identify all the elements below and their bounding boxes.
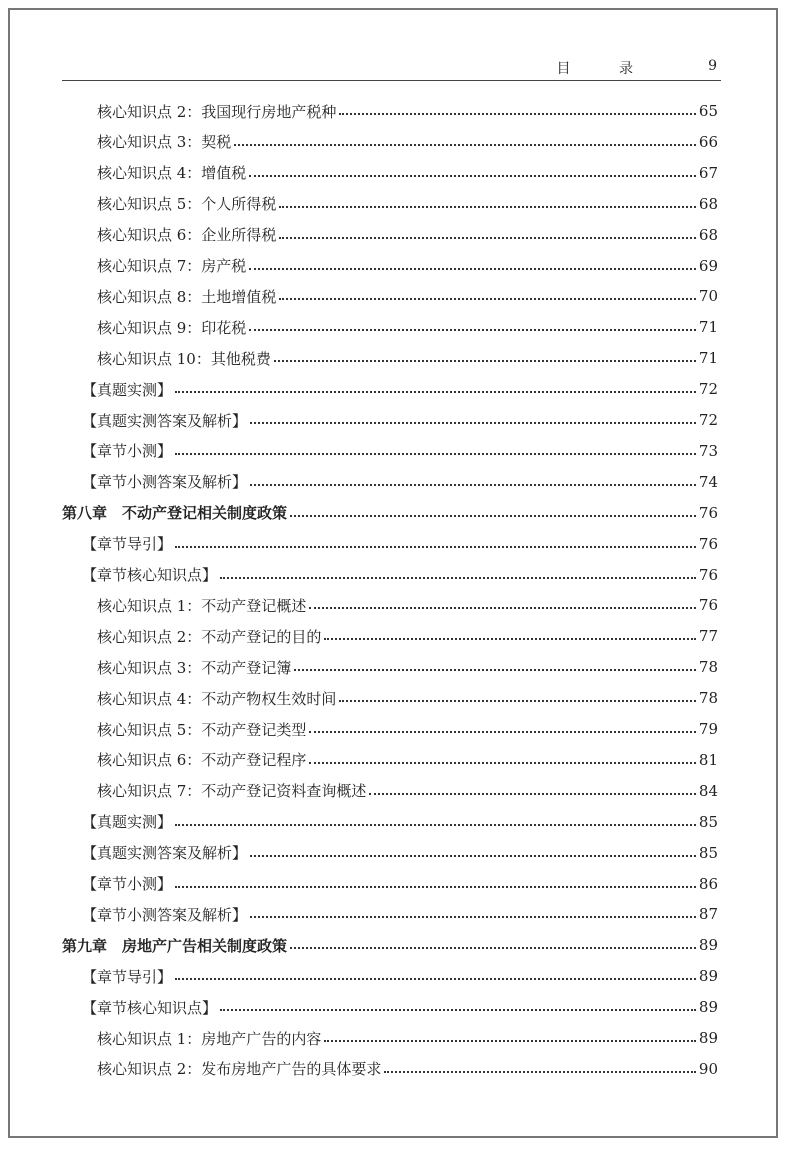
toc-entry[interactable] bbox=[82, 994, 718, 1020]
toc-entry-page: 76 bbox=[698, 565, 718, 584]
toc-entry[interactable] bbox=[97, 314, 718, 340]
toc-entry-label: 核心知识点 5：不动产登记类型 bbox=[97, 720, 307, 739]
toc-entry[interactable] bbox=[97, 654, 718, 680]
toc-entry-label: 【章节导引】 bbox=[82, 967, 173, 986]
toc-entry-page: 89 bbox=[698, 967, 718, 986]
toc-entry-label: 核心知识点 2：不动产登记的目的 bbox=[97, 627, 322, 646]
toc-entry-page: 70 bbox=[698, 287, 718, 306]
toc-entry-page: 89 bbox=[698, 936, 718, 955]
toc-entry-label: 核心知识点 10：其他税费 bbox=[97, 349, 271, 368]
dot-leader bbox=[250, 422, 696, 424]
toc-entry[interactable] bbox=[82, 438, 718, 464]
dot-leader bbox=[175, 453, 696, 455]
toc-entry-page: 78 bbox=[698, 658, 718, 677]
toc-entry-page: 85 bbox=[698, 812, 718, 831]
toc-entry-label: 【真题实测】 bbox=[82, 380, 173, 399]
dot-leader bbox=[294, 669, 696, 671]
toc-entry[interactable] bbox=[97, 283, 718, 309]
toc-entry-label: 【章节导引】 bbox=[82, 535, 173, 554]
dot-leader bbox=[309, 607, 696, 609]
toc-entry-label: 【章节小测】 bbox=[82, 875, 173, 893]
dot-leader bbox=[279, 298, 696, 300]
toc-entry[interactable] bbox=[97, 623, 718, 649]
toc-entry-page: 77 bbox=[698, 627, 718, 646]
toc-entry-page: 76 bbox=[698, 503, 718, 522]
toc-entry[interactable] bbox=[82, 809, 718, 835]
dot-leader bbox=[175, 886, 696, 888]
dot-leader bbox=[220, 577, 696, 579]
toc-entry[interactable] bbox=[82, 407, 718, 433]
toc-entry[interactable] bbox=[97, 747, 718, 773]
dot-leader bbox=[250, 484, 696, 486]
toc-entry-label: 核心知识点 3：契税 bbox=[97, 133, 232, 152]
toc-entry[interactable] bbox=[97, 253, 718, 279]
toc-entry[interactable] bbox=[82, 562, 718, 588]
toc-entry[interactable] bbox=[62, 932, 718, 958]
toc-entry-label: 【章节小测答案及解析】 bbox=[82, 473, 248, 492]
toc-entry-page: 84 bbox=[698, 781, 718, 800]
toc-entry[interactable] bbox=[82, 963, 718, 989]
dot-leader bbox=[290, 947, 696, 949]
dot-leader bbox=[250, 916, 696, 918]
toc-entry-page: 73 bbox=[698, 441, 718, 460]
toc-entry-label: 【章节小测】 bbox=[82, 442, 173, 461]
toc-entry-page: 68 bbox=[698, 225, 718, 244]
toc-entry-label: 核心知识点 2：我国现行房地产税种 bbox=[97, 102, 337, 121]
toc-entry-label: 核心知识点 4：不动产物权生效时间 bbox=[97, 689, 337, 708]
toc-entry[interactable] bbox=[97, 222, 718, 248]
dot-leader bbox=[175, 391, 696, 393]
toc-entry[interactable] bbox=[97, 592, 718, 618]
toc-entry-page: 85 bbox=[698, 843, 718, 862]
toc-entry-label: 【章节核心知识点】 bbox=[82, 566, 218, 584]
dot-leader bbox=[279, 206, 696, 208]
toc-entry[interactable] bbox=[97, 716, 718, 742]
toc-entry-page: 68 bbox=[698, 194, 718, 213]
toc-entry-page: 76 bbox=[698, 534, 718, 553]
dot-leader bbox=[339, 700, 696, 702]
dot-leader bbox=[250, 855, 696, 857]
toc-entry[interactable] bbox=[97, 191, 718, 217]
toc-entry-label: 核心知识点 6：不动产登记程序 bbox=[97, 751, 307, 770]
toc-entry-page: 72 bbox=[698, 411, 718, 429]
toc-entry-label: 核心知识点 2：发布房地产广告的具体要求 bbox=[97, 1060, 382, 1079]
toc-entry-page: 90 bbox=[698, 1059, 718, 1078]
toc-entry-label: 核心知识点 1：不动产登记概述 bbox=[97, 596, 307, 615]
toc-entry[interactable] bbox=[97, 98, 718, 124]
toc-entry-page: 79 bbox=[698, 720, 718, 738]
toc-entry-page: 81 bbox=[698, 750, 718, 769]
dot-leader bbox=[175, 824, 696, 826]
toc-entry-page: 71 bbox=[698, 349, 718, 368]
toc-entry[interactable] bbox=[82, 871, 718, 897]
dot-leader bbox=[220, 1009, 696, 1011]
toc-entry-label: 【真题实测答案及解析】 bbox=[82, 411, 248, 430]
toc-entry-page: 78 bbox=[698, 689, 718, 708]
dot-leader bbox=[384, 1071, 696, 1073]
toc-entry[interactable] bbox=[97, 345, 718, 371]
toc-entry-label: 核心知识点 7：不动产登记资料查询概述 bbox=[97, 782, 367, 801]
dot-leader bbox=[279, 237, 696, 239]
dot-leader bbox=[274, 360, 696, 362]
toc-entry[interactable] bbox=[82, 469, 718, 495]
toc-entry-label: 核心知识点 9：印花税 bbox=[97, 318, 247, 337]
toc-entry[interactable] bbox=[82, 901, 718, 927]
dot-leader bbox=[309, 731, 696, 733]
toc-entry-label: 【章节核心知识点】 bbox=[82, 998, 218, 1017]
dot-leader bbox=[324, 1040, 696, 1042]
toc-entry-label: 第九章 房地产广告相关制度政策 bbox=[62, 936, 288, 955]
toc-entry[interactable] bbox=[82, 531, 718, 557]
toc-entry-label: 核心知识点 7：房产税 bbox=[97, 257, 247, 275]
toc-entry-page: 72 bbox=[698, 380, 718, 399]
toc-entry-page: 89 bbox=[698, 998, 718, 1017]
dot-leader bbox=[309, 762, 696, 764]
dot-leader bbox=[175, 546, 696, 548]
toc-entry-page: 65 bbox=[698, 102, 718, 120]
toc-entry-label: 核心知识点 6：企业所得税 bbox=[97, 226, 277, 245]
header-page-number: 9 bbox=[708, 58, 717, 74]
dot-leader bbox=[249, 329, 696, 331]
dot-leader bbox=[175, 978, 696, 980]
toc-entry-page: 69 bbox=[698, 256, 718, 275]
toc-entry-label: 核心知识点 3：不动产登记簿 bbox=[97, 658, 292, 677]
toc-entry-label: 【章节小测答案及解析】 bbox=[82, 905, 248, 924]
toc-entry[interactable] bbox=[97, 1056, 718, 1082]
dot-leader bbox=[324, 638, 696, 640]
toc-entry[interactable] bbox=[97, 685, 718, 711]
running-header bbox=[62, 56, 721, 81]
toc-entry-page: 71 bbox=[698, 318, 718, 337]
header-title: 目 录 bbox=[556, 61, 655, 77]
toc-entry-page: 86 bbox=[698, 874, 718, 893]
dot-leader bbox=[369, 793, 696, 795]
toc-entry-page: 66 bbox=[698, 132, 718, 151]
dot-leader bbox=[249, 175, 696, 177]
toc-entry-label: 第八章 不动产登记相关制度政策 bbox=[62, 504, 288, 523]
toc-entry-label: 核心知识点 8：土地增值税 bbox=[97, 287, 277, 306]
toc-entry-page: 89 bbox=[698, 1029, 718, 1047]
toc-entry-label: 【真题实测】 bbox=[82, 813, 173, 832]
toc-entry-page: 76 bbox=[698, 596, 718, 615]
toc-entry[interactable] bbox=[62, 500, 718, 526]
toc-entry[interactable] bbox=[97, 778, 718, 804]
dot-leader bbox=[249, 268, 696, 270]
toc-entry-label: 核心知识点 5：个人所得税 bbox=[97, 195, 277, 214]
dot-leader bbox=[290, 515, 696, 517]
toc-entry-label: 核心知识点 1：房地产广告的内容 bbox=[97, 1029, 322, 1048]
toc-entry-label: 【真题实测答案及解析】 bbox=[82, 844, 248, 863]
toc-entry[interactable] bbox=[97, 160, 718, 186]
dot-leader bbox=[339, 113, 696, 115]
dot-leader bbox=[234, 144, 696, 146]
toc-entry-page: 67 bbox=[698, 163, 718, 182]
toc-entry[interactable] bbox=[97, 129, 718, 155]
toc-entry-page: 74 bbox=[698, 472, 718, 491]
toc-entry[interactable] bbox=[82, 840, 718, 866]
toc-entry[interactable] bbox=[82, 376, 718, 402]
toc-entry-page: 87 bbox=[698, 905, 718, 924]
toc-entry[interactable] bbox=[97, 1025, 718, 1051]
toc-entry-label: 核心知识点 4：增值税 bbox=[97, 164, 247, 183]
